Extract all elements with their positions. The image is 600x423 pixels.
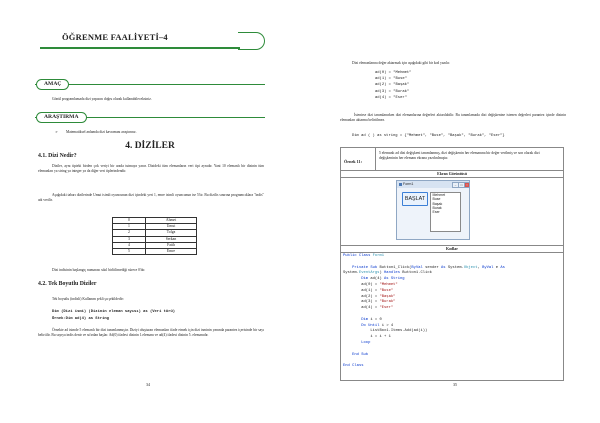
dim-init-line: Dim ad ( ) as string = {"Mehmet", "Buse", "Başak", "Burak", "Eser"}	[352, 134, 505, 138]
listbox-item[interactable]: Eser	[432, 210, 440, 215]
example-description: 5 elemanlı ad dizi değişkeni tanımlanmış, dizi değişkenin her elemanına bir değer verilmiş ve son olarak dizi değişkeninin her elemanı ekrana yazdırılmıştır.	[379, 151, 540, 160]
section-1-paragraph-3: Dizi indisinin başlangıç numarası sıkıl birlitlimediği sürece 0'dır.	[52, 268, 146, 272]
table-row	[113, 249, 197, 255]
player-index-table	[112, 217, 197, 255]
name-cell: Serkan	[146, 236, 197, 242]
amac-label: AMAÇ	[36, 79, 69, 90]
section-1-paragraph-2: Aşağıdaki tabarı dizilerinde Umut isimli oyuncunun dizi içindeki yeri 1, emre isimli oyuncunun ise 5'tir. Bu dizilis sınırına programcıklara "indis" adı verilir.	[38, 193, 264, 202]
init-paragraph: İstenirse dizi tanımlanırken dizi elemanlarına değerleri aktarılabilir. Bu tanımlamada dizi değişkenine istenen değerleri parantez içinde dizinin elemanları aktarma belirtilmez.	[340, 113, 566, 122]
amac-line	[35, 84, 265, 85]
section-1-title: 4.1. Dizi Nedir?	[38, 153, 77, 159]
banner-cap	[238, 32, 265, 50]
listbox-item[interactable]: Mehmet	[432, 193, 446, 197]
form-title: Form1	[403, 182, 414, 186]
code-line: Dim i = 0	[361, 317, 382, 322]
section-2-title: 4.2. Tek Boyutlu Diziler	[38, 281, 97, 287]
code-line: Loop	[361, 341, 371, 345]
index-cell: 4	[113, 242, 146, 248]
close-icon[interactable]: ×	[464, 182, 470, 188]
chapter-title: 4. DİZİLER	[125, 141, 175, 151]
example-divider	[375, 148, 376, 170]
example-divider-1	[341, 170, 563, 171]
code-line: Dim ad(4) As String	[361, 277, 405, 282]
page-number-right: 35	[453, 382, 457, 387]
listbox[interactable]	[430, 192, 461, 232]
codes-title: Kodlar	[446, 246, 458, 251]
arastirma-text: Matematiksel anlamda dizi kavramını araştırınız.	[66, 130, 137, 134]
arastirma-bullet: ➢	[55, 130, 59, 134]
assign-line: ad(4) = "Eser"	[375, 95, 407, 100]
start-button[interactable]: BAŞLAT	[402, 192, 428, 206]
page-number-left: 34	[146, 382, 150, 387]
index-cell: 2	[113, 230, 146, 236]
name-cell: Ahmet	[146, 218, 197, 224]
code-line: ad(2) = "Başak"	[343, 294, 396, 299]
example-divider-2	[341, 177, 563, 178]
activity-banner	[40, 30, 270, 48]
assign-line: ad(1) = "Buse"	[375, 77, 407, 82]
code-line: ad(4) = "Eser"	[343, 306, 394, 311]
index-cell: 5	[113, 249, 146, 255]
section-1-paragraph-1: Diziler, aynı tipteki birden çok veriyi bir arada tutmaya yarar. Dizideki tüm elemanların veri tipi aynıdır. Yani 10 elemanlı bir dizinin tüm elemanları ya string ya integer ya da diğer veri tiplerindendir.	[38, 164, 264, 173]
maximize-icon[interactable]: □	[458, 182, 465, 188]
assign-intro: Dizi elemanlarına değer aktarmak için aşağıdaki gibi bir kod yazılır.	[352, 61, 450, 65]
form-window	[396, 180, 470, 240]
amac-text: Gönül programlamada dizi yapısını doğru olarak kullanabileceksiniz.	[52, 97, 152, 101]
index-cell: 0	[113, 218, 146, 224]
code-line: Public Class Form1	[343, 254, 385, 258]
code-line: Do Until i > 4	[361, 323, 394, 328]
assign-line: ad(2) = "Başak"	[375, 83, 410, 88]
banner-title: ÖĞRENME FAALİYETİ–4	[62, 32, 168, 42]
name-cell: Umut	[146, 224, 197, 230]
example-11-box	[340, 147, 564, 381]
right-page	[300, 0, 600, 423]
example-divider-4	[341, 252, 563, 253]
example-label: Örnek 11:	[344, 159, 363, 164]
code-line: System.EventArgs) Handles Button1.Click	[343, 271, 432, 276]
code-line: ad(1) = "Buse"	[343, 288, 394, 293]
syntax-line: Dim (Dizi ismi) (Dizinin eleman sayısı) as (Veri türü)	[52, 310, 176, 314]
syntax-example: Örnek:Dim ad(4) as String	[52, 317, 109, 321]
screen-title: Ekran Görüntüsü	[437, 171, 467, 176]
listbox-item[interactable]: Burak	[432, 205, 442, 210]
section-2-paragraph-2: Örnekte ad isimde 5 elemanlı bir dizi tanımlanmıştır. Diziyi oluşturan elemanları ifade etmek için dizi isminin yanında parantez içerisinde bir sayı belirtilir. Bu sayıya indis denir ve sıfırdan başlar. Ad(0) ifadesi dizinin 1.elemanı ve ad(4) ifadesi dizinin 5. elemanıdır.	[38, 328, 264, 337]
listbox-item[interactable]: Başak	[432, 201, 443, 206]
name-cell: Tolga	[146, 230, 197, 236]
index-cell: 1	[113, 224, 146, 230]
code-line: End Class	[343, 364, 364, 369]
assign-line: ad(3) = "Burak"	[375, 89, 410, 94]
minimize-icon[interactable]: –	[452, 182, 459, 188]
section-2-paragraph-1: Tek boyutlu (indisli) Kullanım şekli şu şekildedir:	[52, 297, 124, 301]
code-line: ad(3) = "Burak"	[343, 300, 396, 305]
example-divider-3	[341, 245, 563, 246]
name-cell: Emre	[146, 249, 197, 255]
code-line: ad(0) = "Mehmet"	[343, 283, 398, 287]
code-line: End Sub	[352, 352, 369, 357]
name-cell: Fatih	[146, 242, 197, 248]
code-line: i = i + 1	[343, 335, 391, 340]
code-line: ListBox1.Items.Add(ad(i))	[343, 329, 428, 334]
arastirma-label: ARAŞTIRMA	[36, 112, 87, 123]
form-app-icon	[399, 183, 402, 186]
listbox-item[interactable]: Buse	[432, 197, 441, 202]
assign-line: ad(0) = "Mehmet"	[375, 71, 412, 75]
code-line: Private Sub Button1_Click(ByVal sender As System.Object, ByVal e As	[352, 265, 505, 270]
index-cell: 3	[113, 236, 146, 242]
form-titlebar	[397, 181, 469, 188]
banner-line	[40, 47, 240, 49]
